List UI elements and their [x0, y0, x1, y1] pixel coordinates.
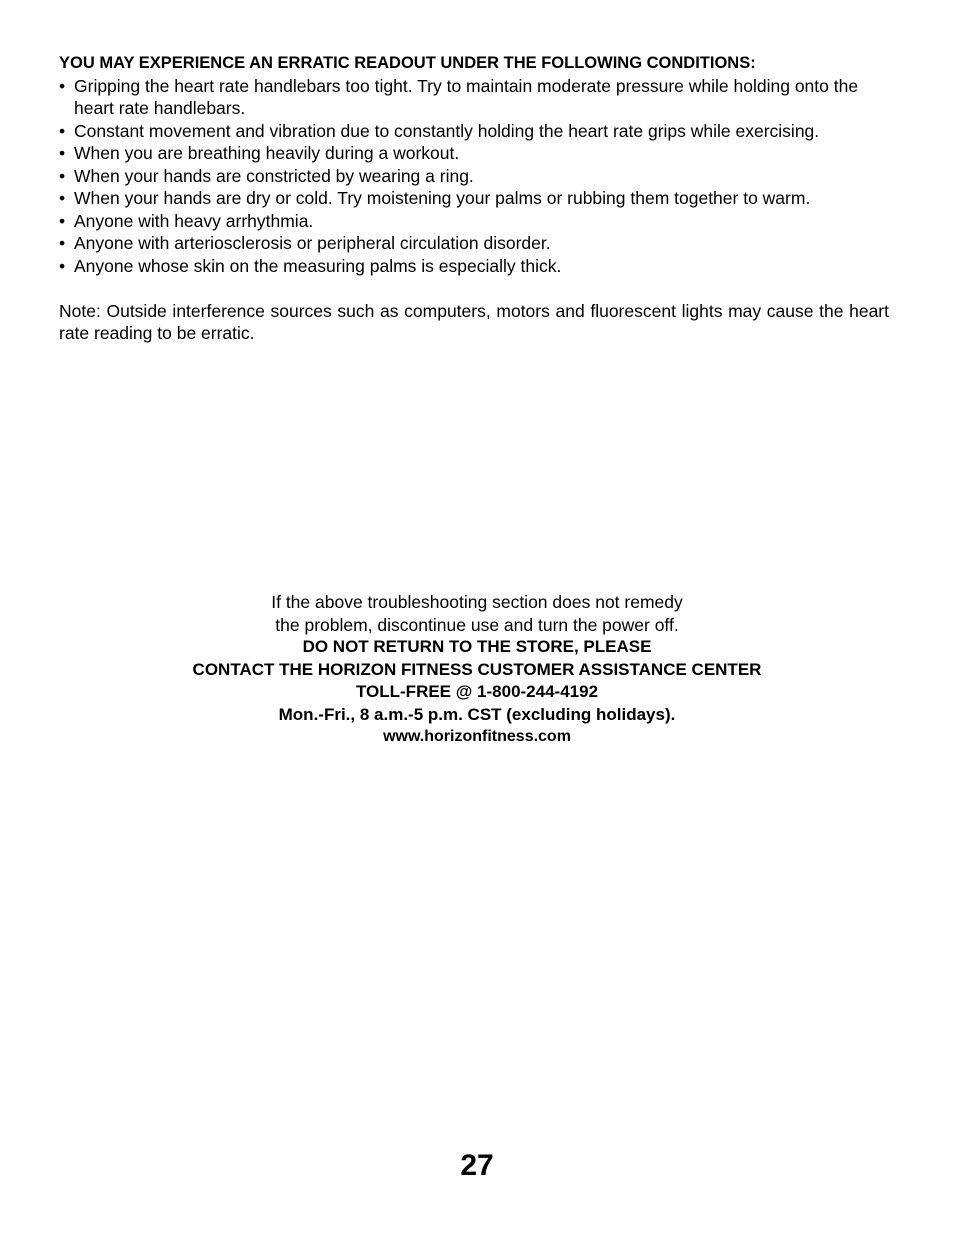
list-item — [59, 210, 889, 233]
bullet-icon: • — [59, 120, 66, 141]
contact-line-do-not-return: DO NOT RETURN TO THE STORE, PLEASE — [302, 637, 652, 656]
list-item-text: Anyone with heavy arrhythmia. — [74, 210, 314, 231]
section-heading: YOU MAY EXPERIENCE AN ERRATIC READOUT UNDER THE FOLLOWING CONDITIONS: — [59, 54, 756, 72]
list-item — [59, 75, 889, 120]
conditions-list — [59, 75, 889, 278]
list-item — [59, 255, 889, 278]
list-item — [59, 165, 889, 188]
list-item-text: Anyone with arteriosclerosis or peripheral circulation disorder. — [74, 233, 551, 253]
contact-line-power-off: the problem, discontinue use and turn the power off. — [275, 614, 679, 635]
list-item — [59, 142, 889, 165]
page-number: 27 — [460, 1149, 494, 1182]
list-item-text: When your hands are constricted by wearing a ring. — [74, 165, 474, 186]
list-item — [59, 120, 889, 143]
contact-hours: Mon.-Fri., 8 a.m.-5 p.m. CST (excluding holidays). — [278, 704, 676, 724]
bullet-icon: • — [59, 188, 66, 208]
contact-line-remedy: If the above troubleshooting section does not remedy — [271, 592, 683, 612]
website-link[interactable]: www.horizonfitness.com — [383, 728, 571, 745]
bullet-icon: • — [59, 255, 66, 276]
interference-note: Note: Outside interference sources such as computers, motors and fluorescent lights may cause the heart rate reading to be erratic. — [59, 300, 889, 343]
list-item-text: Constant movement and vibration due to constantly holding the heart rate grips while exercising. — [74, 120, 820, 141]
bullet-icon: • — [59, 143, 66, 163]
customer-assistance-block — [0, 591, 954, 749]
bullet-icon: • — [59, 75, 66, 96]
contact-line-assistance-center: CONTACT THE HORIZON FITNESS CUSTOMER ASSISTANCE CENTER — [192, 659, 762, 679]
erratic-readout-section — [59, 52, 889, 362]
contact-phone: TOLL-FREE @ 1-800-244-4192 — [355, 682, 599, 701]
bullet-icon: • — [59, 165, 66, 186]
bullet-icon: • — [59, 233, 66, 253]
list-item-text: When your hands are dry or cold. Try moistening your palms or rubbing them together to warm. — [74, 188, 811, 208]
list-item-text: When you are breathing heavily during a workout. — [74, 143, 460, 163]
list-item-text: Anyone whose skin on the measuring palms is especially thick. — [74, 255, 562, 276]
bullet-icon: • — [59, 210, 66, 231]
list-item-text: Gripping the heart rate handlebars too tight. Try to maintain moderate pressure while holding onto the heart rate handlebars. — [74, 75, 859, 118]
list-item — [59, 187, 889, 210]
list-item — [59, 232, 889, 255]
